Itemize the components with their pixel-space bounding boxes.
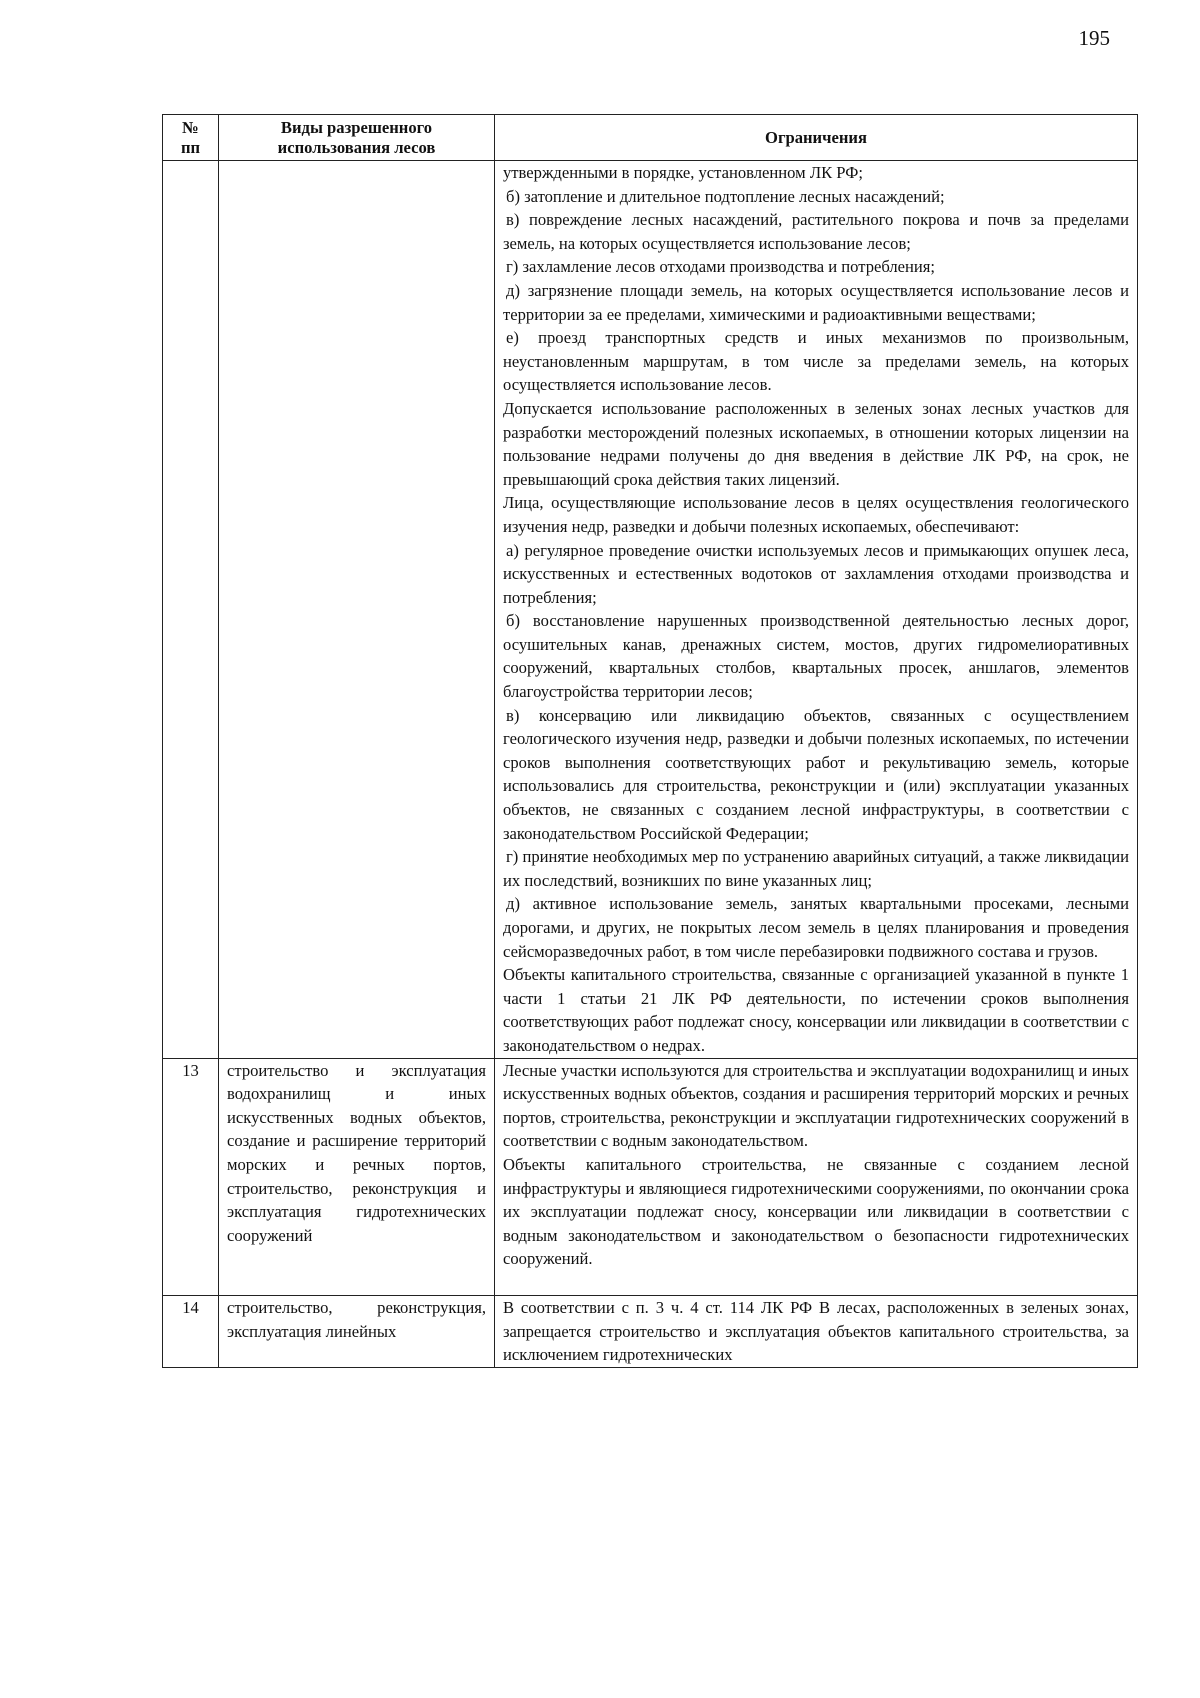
restriction-paragraph: б) затопление и длительное подтопление лесных насаждений; <box>506 186 945 206</box>
row-restrictions <box>495 1058 1138 1295</box>
header-number-line1: № <box>182 117 199 137</box>
restriction-paragraph: д) загрязнение площади земель, на которых осуществляется использование лесов и территории за ее пределами, химическими и радиоактивными веществами; <box>503 280 1129 324</box>
restrictions-table <box>162 114 1138 1368</box>
page-number: 195 <box>1078 26 1110 50</box>
restriction-paragraph: б) восстановление нарушенных производственной деятельностью лесных дорог, осушительных канав, дренажных систем, мостов, других гидромелиоративных сооружений, квартальных столбов, квартальных просек, аншлагов, элементов благоустройства территории лесов; <box>503 611 1129 702</box>
table-row <box>163 1295 1138 1367</box>
restriction-paragraph: утвержденными в порядке, установленном ЛК РФ; <box>503 163 863 182</box>
row-number <box>163 161 219 1059</box>
row-restrictions <box>495 161 1138 1059</box>
table-header-row <box>163 115 1138 161</box>
row-use-kind: строительство и эксплуатация водохранилищ и иных искусственных водных объектов, создание и расширение территорий морских и речных портов, строительство, реконструкция и эксплуатация гидротехнических сооружений <box>219 1058 495 1295</box>
row-number: 13 <box>163 1058 219 1295</box>
restriction-paragraph: д) активное использование земель, занятых квартальными просеками, лесными дорогами, и других, не покрытых лесом земель в целях планирования и проведения сейсморазведочных работ, в том числе перебазировки подвижного состава и грузов. <box>503 894 1129 961</box>
header-number <box>163 115 219 161</box>
restriction-paragraph: г) принятие необходимых мер по устранению аварийных ситуаций, а также ликвидации их последствий, возникших по вине указанных лиц; <box>503 847 1129 890</box>
restriction-paragraph: Лесные участки используются для строительства и эксплуатации водохранилищ и иных искусственных водных объектов, создания и расширения территорий морских и речных портов, строительства, реконструкции и эксплуатации гидротехнических сооружений в соответствии с водным законодательством. <box>503 1060 1129 1151</box>
header-use-kind-line1: Виды разрешенного <box>280 117 433 137</box>
header-use-kind <box>219 115 495 161</box>
row-use-kind: строительство, реконструкция, эксплуатация линейных <box>219 1295 495 1367</box>
row-use-kind <box>219 161 495 1059</box>
header-restrictions: Ограничения <box>495 115 1138 161</box>
restriction-paragraph: е) проезд транспортных средств и иных механизмов по произвольным, неустановленным маршрутам, в том числе за пределами земель, на которых осуществляется использование лесов. <box>503 328 1129 395</box>
restriction-paragraph: г) захламление лесов отходами производства и потребления; <box>506 257 936 277</box>
restriction-paragraph: Допускается использование расположенных в зеленых зонах лесных участков для разработки месторождений полезных ископаемых, в отношении которых лицензии на пользование недрами получены до дня введения в действие ЛК РФ, на срок, не превышающий срока действия таких лицензий. <box>503 398 1129 489</box>
restriction-paragraph: В соответствии с п. 3 ч. 4 ст. 114 ЛК РФ В лесах, расположенных в зеленых зонах, запрещается строительство и эксплуатация объектов капитального строительства, за исключением гидротехнических <box>503 1297 1129 1365</box>
table-row <box>163 161 1138 1059</box>
restriction-paragraph: Объекты капитального строительства, не связанные с созданием лесной инфраструктуры и являющиеся гидротехническими сооружениями, по окончании срока их эксплуатации подлежат сносу, консервации или ликвидации в соответствии с водным законодательством и законодательством о безопасности гидротехнических сооружений. <box>503 1154 1129 1269</box>
table-row <box>163 1058 1138 1295</box>
restriction-paragraph: Лица, осуществляющие использование лесов в целях осуществления геологического изучения недр, разведки и добычи полезных ископаемых, обеспечивают: <box>503 493 1129 536</box>
header-number-line2: пп <box>180 137 201 157</box>
header-use-kind-line2: использования лесов <box>277 137 436 157</box>
restriction-paragraph: в) повреждение лесных насаждений, растительного покрова и почв за пределами земель, на которых осуществляется использование лесов; <box>503 210 1129 253</box>
restriction-paragraph: а) регулярное проведение очистки используемых лесов и примыкающих опушек леса, искусственных и естественных водотоков от захламления отходами производства и потребления; <box>503 540 1129 607</box>
restriction-paragraph: Объекты капитального строительства, связанные с организацией указанной в пункте 1 части 1 статьи 21 ЛК РФ деятельности, по истечении сроков выполнения соответствующих работ подлежат сносу, консервации или ликвидации в соответствии с законодательством о недрах. <box>503 965 1129 1055</box>
restriction-paragraph: в) консервацию или ликвидацию объектов, связанных с осуществлением геологического изучения недр, разведки и добычи полезных ископаемых, по истечении сроков выполнения соответствующих работ и рекультивацию земель, которые использовались для строительства, реконструкции и (или) эксплуатации указанных объектов, не связанных с созданием лесной инфраструктуры, в соответствии с законодательством Российской Федерации; <box>503 705 1129 843</box>
row-restrictions <box>495 1295 1138 1367</box>
row-number: 14 <box>163 1295 219 1367</box>
